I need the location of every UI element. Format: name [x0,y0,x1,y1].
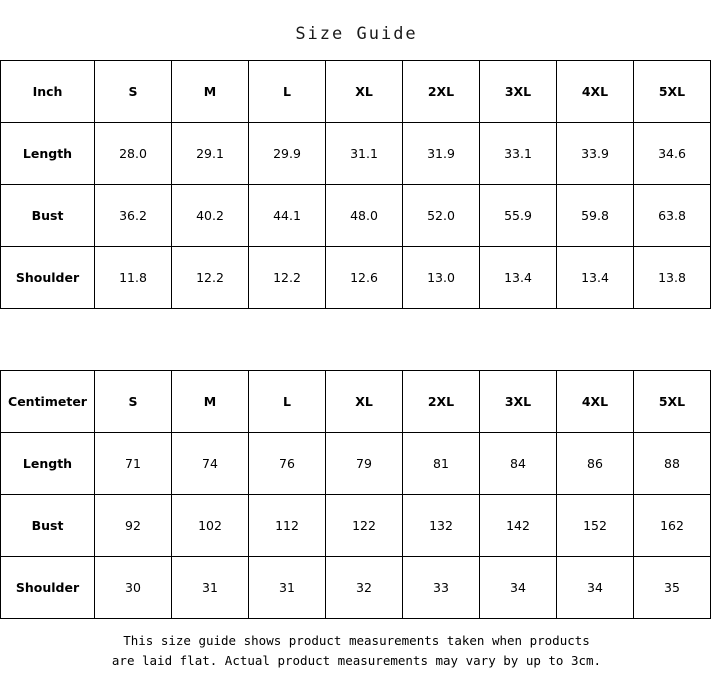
cell: 63.8 [634,185,711,247]
cell: 112 [249,495,326,557]
column-header-size: S [95,371,172,433]
column-header-size: 5XL [634,371,711,433]
cell: 88 [634,433,711,495]
cell: 31 [249,557,326,619]
column-header-size: S [95,61,172,123]
column-header-size: 5XL [634,61,711,123]
cell: 71 [95,433,172,495]
footnote-line-1: This size guide shows product measurements taken when products [123,633,590,648]
cell: 28.0 [95,123,172,185]
cell: 81 [403,433,480,495]
unit-label: Centimeter [1,371,95,433]
cell: 84 [480,433,557,495]
table-row [1,185,711,247]
column-header-size: XL [326,371,403,433]
cell: 13.8 [634,247,711,309]
cell: 32 [326,557,403,619]
column-header-size: L [249,371,326,433]
inch-size-table [0,60,711,309]
table-row [1,123,711,185]
cell: 59.8 [557,185,634,247]
cell: 33.9 [557,123,634,185]
cell: 122 [326,495,403,557]
row-label: Length [1,123,95,185]
cell: 13.0 [403,247,480,309]
cell: 102 [172,495,249,557]
table-row [1,495,711,557]
cell: 52.0 [403,185,480,247]
cell: 30 [95,557,172,619]
cell: 162 [634,495,711,557]
cell: 92 [95,495,172,557]
footnote [0,619,713,671]
column-header-size: M [172,61,249,123]
cell: 29.1 [172,123,249,185]
cell: 36.2 [95,185,172,247]
cell: 31 [172,557,249,619]
cell: 132 [403,495,480,557]
cell: 76 [249,433,326,495]
page-title: Size Guide [295,24,418,44]
table-gap [0,309,711,370]
column-header-size: 4XL [557,61,634,123]
cell: 35 [634,557,711,619]
cell: 12.2 [172,247,249,309]
column-header-size: 3XL [480,61,557,123]
centimeter-size-table [0,370,711,619]
table-row [1,247,711,309]
cell: 11.8 [95,247,172,309]
cell: 79 [326,433,403,495]
cell: 31.1 [326,123,403,185]
footnote-line-2: are laid flat. Actual product measurements may vary by up to 3cm. [111,653,602,668]
cell: 34 [557,557,634,619]
table-row [1,433,711,495]
cell: 34 [480,557,557,619]
cell: 31.9 [403,123,480,185]
row-label: Shoulder [1,557,95,619]
column-header-size: XL [326,61,403,123]
cell: 142 [480,495,557,557]
column-header-size: L [249,61,326,123]
column-header-size: 4XL [557,371,634,433]
column-header-size: 2XL [403,61,480,123]
row-label: Bust [1,495,95,557]
column-header-size: M [172,371,249,433]
cell: 33.1 [480,123,557,185]
row-label: Bust [1,185,95,247]
cell: 152 [557,495,634,557]
cell: 29.9 [249,123,326,185]
cell: 44.1 [249,185,326,247]
cell: 13.4 [557,247,634,309]
cell: 34.6 [634,123,711,185]
table-header-row [1,61,711,123]
cell: 86 [557,433,634,495]
table-header-row [1,371,711,433]
cell: 48.0 [326,185,403,247]
cell: 33 [403,557,480,619]
unit-label: Inch [1,61,95,123]
cell: 55.9 [480,185,557,247]
cell: 40.2 [172,185,249,247]
cell: 74 [172,433,249,495]
column-header-size: 3XL [480,371,557,433]
row-label: Length [1,433,95,495]
table-row [1,557,711,619]
column-header-size: 2XL [403,371,480,433]
cell: 12.2 [249,247,326,309]
cell: 12.6 [326,247,403,309]
cell: 13.4 [480,247,557,309]
row-label: Shoulder [1,247,95,309]
